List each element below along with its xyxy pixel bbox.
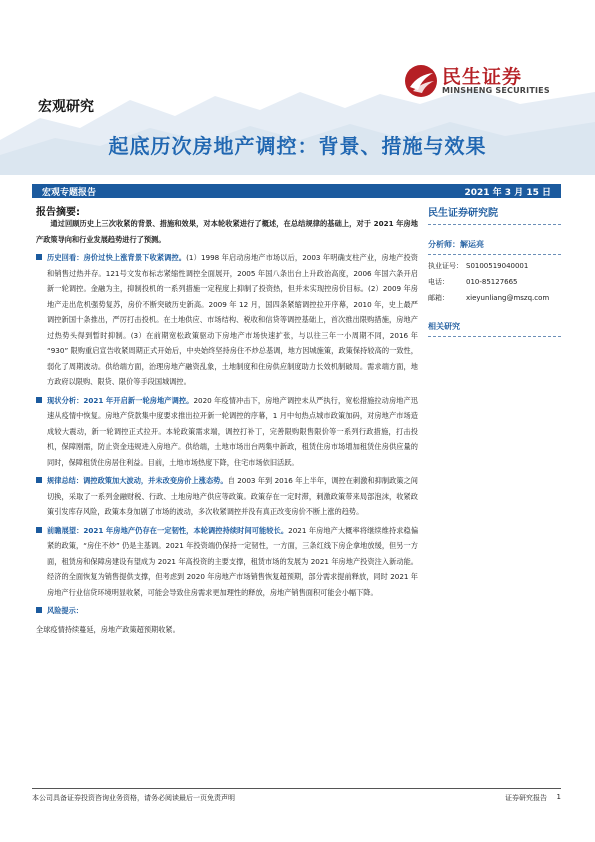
point-lead: 规律总结：调控政策加大波动，并未改变房价上涨态势。 (47, 476, 228, 485)
report-date: 2021 年 3 月 15 日 (464, 188, 551, 198)
summary-body (36, 216, 418, 640)
email-link[interactable]: xieyunliang@mszq.com (466, 294, 550, 302)
bullet-square-icon (36, 477, 42, 483)
summary-point-history (36, 250, 418, 390)
divider (428, 254, 561, 255)
report-type: 宏观专题报告 (42, 188, 97, 198)
point-lead: 风险提示： (47, 606, 83, 615)
license-label: 执业证号： (428, 262, 463, 270)
summary-point-risk (36, 603, 418, 619)
email-label: 邮箱： (428, 294, 449, 302)
point-text: 自 2003 年到 2016 年上半年，调控在刺激和抑制政策之间切换，采取了一系列金融财税、行政、土地房地产供应等政策。政策存在一定时滞，刺激政策带来局部泡沫，收紧政策引发库存风险，政策本身加剧了市场的波动，多次收紧调控并没有真正改变房价不断上涨的趋势。 (47, 476, 418, 516)
summary-point-outlook (36, 523, 418, 601)
report-type-banner (32, 184, 561, 198)
related-research-heading: 相关研究 (428, 322, 460, 331)
report-category: 宏观研究 (38, 99, 94, 115)
email-row (428, 293, 561, 303)
sidebar (428, 204, 561, 343)
minsheng-logo-icon (404, 64, 438, 98)
point-text: 2021 年房地产大概率将继续维持求稳偏紧的政策，“房住不炒” 仍是主基调。2021 年投资端仍保持一定韧性，一方面，三条红线下房企拿地放缓，但另一方面，租赁房和保障房建设有望成为 2021 年高投资的主要支撑，租赁市场的发展为 2021 年房地产投资注入新动能。经济的全面恢复为销售提供支撑，但考虑到 2020 年房地产市场销售恢复超预期，部分需求提前释放，同时 2021 年房地产行业信贷环境明显收紧，可能会导致住房需求更加理性的释放，房地产销售面积可能会小幅下降。 (47, 525, 419, 597)
divider (428, 336, 561, 337)
summary-point-current (36, 393, 418, 471)
bullet-square-icon (36, 397, 42, 403)
logo-chinese-name: 民生证券 (442, 66, 523, 88)
bullet-square-icon (36, 607, 42, 613)
bullet-square-icon (36, 254, 42, 260)
summary-intro: 通过回顾历史上三次收紧的背景、措施和效果，对本轮收紧进行了概述，在总结规律的基础上，对于 2021 年房地产政策导向和行业发展趋势进行了预测。 (36, 219, 418, 244)
bullet-square-icon (36, 527, 42, 533)
phone-row (428, 277, 561, 287)
point-lead: 历史回看：房价过快上涨背景下收紧调控。 (47, 253, 187, 262)
summary-heading: 报告摘要: (36, 207, 80, 218)
summary-point-pattern (36, 473, 418, 520)
divider (428, 224, 561, 225)
report-title: 起底历次房地产调控：背景、措施与效果 (108, 134, 487, 158)
point-lead: 前瞻展望：2021 年房地产仍存在一定韧性，本轮调控持续时间可能较长。 (47, 525, 289, 535)
phone-label: 电话： (428, 278, 449, 286)
brand-logo (404, 62, 579, 102)
point-text: (1）1998 年启动房地产市场以后，2003 年明确支柱产业，房地产投资和销售过热并存。121号文发布标志紧缩性调控全面展开，2005 年国八条出台上升政治高度，2006 年国六条开启新一轮调控。金融为主，抑制投机的一系列措施一定程度上抑制了投资热，但并未实现控房价目标。(2）2009 年房地产走出危机强势复苏，房价不断突破历史新高。2009 年 12 月，国四条紧缩调控拉开序幕，2010 年，史上最严调控新国十条推出，严厉打击投机。在土地供应、市场结构、税收和信贷等调控基础上，首次推出限购措施，房地产过热势头得到暂时抑制。(3）在前期宽松政策驱动下房地产市场快速扩张，与以往三年一小周期不同，2016 年 “930” 限购重启宣告收紧周期正式开始后，中央始终坚持房住不炒总基调，地方因城施策，政策保持较高的一致性，弱化了周期波动。供给端方面，治理房地产融资乱象，土地制度和住房供应制度助力长效机制破局。需求端方面，地方政府以限购、限贷、限价等手段国城调控。 (47, 253, 418, 386)
page-footer (32, 788, 561, 802)
risk-text: 全球疫情持续蔓延，房地产政策超预期收紧。 (36, 624, 180, 634)
phone-value: 010-85127665 (466, 278, 518, 286)
research-institute: 民生证券研究院 (428, 208, 498, 219)
page-number: 1 (556, 793, 561, 801)
point-text: 2020 年疫情冲击下，房地产调控未从严执行，宽松措施拉动房地产迅速从疫情中恢复。房地产贷款集中度要求推出拉开新一轮调控的序幕，1 月中旬热点城市政策加码，对房地产市场造成较大震动，新一轮调控正式拉开。本轮政策需求端，调控打补丁，完善限购限售限价等一系列行政措施，打击投机，保障刚需，防止资金违规进入房地产。供给端，土地市场出台两集中新政，租赁住房市场增加租赁住房供应量的同时，保障租赁住房居住利益。目前，土地市场热度下降，住宅市场依旧活跃。 (47, 395, 418, 467)
disclaimer-note: 本公司具备证券投资咨询业务资格，请务必阅读最后一页免责声明 (32, 794, 235, 802)
point-lead: 现状分析：2021 年开启新一轮房地产调控。 (47, 395, 194, 405)
report-type-footer: 证券研究报告 (505, 794, 547, 802)
logo-english-name: MINSHENG SECURITIES (442, 86, 550, 95)
analyst-name: 分析师：解运亮 (428, 240, 484, 249)
license-value: S0100519040001 (466, 262, 529, 270)
license-row (428, 261, 561, 271)
